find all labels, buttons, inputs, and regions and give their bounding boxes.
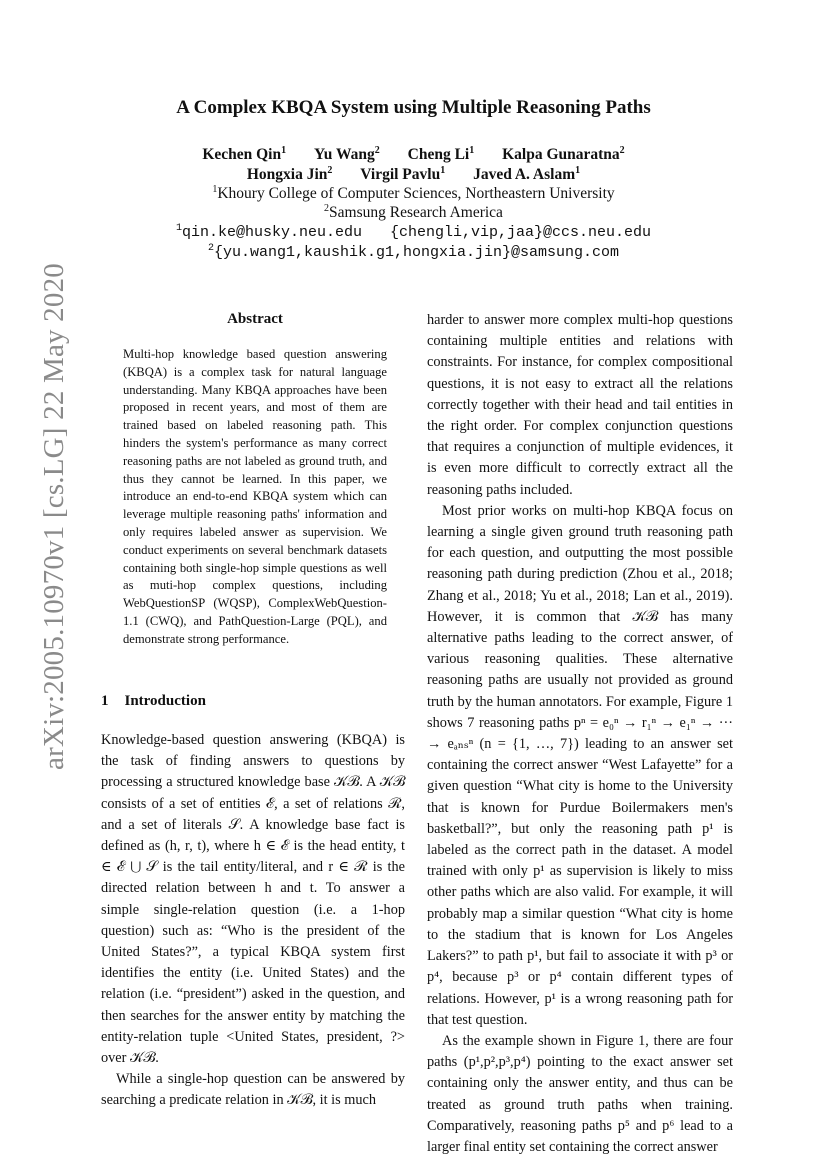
author: Javed A. Aslam$^1$ [473,164,581,183]
arxiv-identifier: arXiv:2005.10970v1 [cs.LG] 22 May 2020 [38,263,70,770]
email-line-2: $^2${yu.wang1,kaushik.g1,hongxia.jin}@samsung.com [207,243,620,261]
affiliation-2: $^2$Samsung Research America [324,202,503,221]
left-column-body [101,730,405,1112]
paper-title: A Complex KBQA System using Multiple Reasoning Paths [176,97,651,118]
abstract-heading: Abstract [227,311,283,327]
paragraph: Most prior works on multi-hop KBQA focus on learning a single given ground truth reasoning path for each question, and outputting the most possible reasoning path during prediction (Zhou et al., 2018; Zhang et al., 2018; Yu et al., 2018; Lan et al., 2019). However, it is common that 𝒦ℬ has many alternative paths leading to the correct answer, of various reasoning qualities. These alternative reasoning paths are usually not provided as ground truth by the human annotators. For example, Figure 1 shows 7 reasoning paths pⁿ = e₀ⁿ → r₁ⁿ → e₁ⁿ → ··· → eₐₙₛⁿ (n = {1, …, 7}) leading to an answer set containing the correct answer “West Lafayette” for a given question “What city is home to the University that is known for Purdue Boilermakers men's basketball?”, but only the reasoning path p¹ is labeled as the correct path in the dataset. A model trained with only p¹ as supervision is likely to miss other paths which are also valid. For example, it will probably map a similar question “What city is home to the stadium that is known for Los Angeles Lakers?” to path p¹, but fail to associate it with p³ or p⁴, because p³ or p⁴ contain different types of relations. However, p¹ is a wrong reasoning path for that test question. [427,502,733,1028]
author: Yu Wang$^2$ [313,144,380,163]
paragraph: harder to answer more complex multi-hop questions containing multiple entities and relations with constraints. For instance, for complex compositional questions, it is not easy to extract all the relations correctly together with their head and tail entities in the right order. For complex conjunction questions that requires a conjunction of multiple evidences, it is even more difficult to correctly extract all the reasoning paths included. [427,312,733,498]
author: Kechen Qin$^1$ [202,144,287,163]
email-line-1: $^1$qin.ke@husky.neu.edu {chengli,vip,jaa}@ccs.neu.edu [175,223,652,241]
author-line-1 [0,146,827,164]
paragraph: While a single-hop question can be answered by searching a predicate relation in 𝒦ℬ, it is much [101,1071,405,1109]
author-line-2 [0,166,827,184]
author: Hongxia Jin$^2$ [246,164,333,183]
affiliation-1: $^1$Khoury College of Computer Sciences, Northeastern University [212,183,615,202]
author: Virgil Pavlu$^1$ [360,164,446,183]
abstract-text: Multi-hop knowledge based question answering (KBQA) is a complex task for natural language understanding. Many KBQA approaches have been proposed in recent years, and most of them are trained based on labeled reasoning path. This hinders the system's performance as many correct reasoning paths are not labeled as ground truth, and thus they cannot be learned. In this paper, we introduce an end-to-end KBQA system which can leverage multiple reasoning paths' information and only requires labeled answer as supervision. We conduct experiments on several benchmark datasets containing both single-hop simple questions as well as muti-hop complex questions, including WebQuestionSP (WQSP), ComplexWebQuestion-1.1 (CWQ), and PathQuestion-Large (PQL), and demonstrate strong performance. [123,347,387,646]
author: Cheng Li$^1$ [407,144,475,163]
section-heading-introduction: 1 Introduction [101,693,206,709]
paragraph: Knowledge-based question answering (KBQA) is the task of finding answers to questions by processing a structured knowledge base 𝒦ℬ. A 𝒦ℬ consists of a set of entities ℰ, a set of relations ℛ, and a set of literals 𝒮. A knowledge base fact is defined as (h, r, t), where h ∈ ℰ is the head entity, t ∈ ℰ ⋃ 𝒮 is the tail entity/literal, and r ∈ ℛ is the directed relation between h and t. To answer a simple single-relation question (i.e. a 1-hop question) such as: “Who is the president of the United States?”, a typical KBQA system first identifies the entity (i.e. United States) and the relation (i.e. “president”) asked in the question, and then searches for the answer entity by matching the entity-relation tuple <United States, president, ?> over 𝒦ℬ. [101,732,405,1067]
author: Kalpa Gunaratna$^2$ [502,144,625,163]
right-column-body [427,310,733,1158]
paragraph: As the example shown in Figure 1, there are four paths (p¹,p²,p³,p⁴) pointing to the exact answer set containing only the answer entity, and thus can be treated as ground truth paths when training. Comparatively, reasoning paths p⁵ and p⁶ lead to a larger final entity set containing the correct answer [427,1032,733,1155]
